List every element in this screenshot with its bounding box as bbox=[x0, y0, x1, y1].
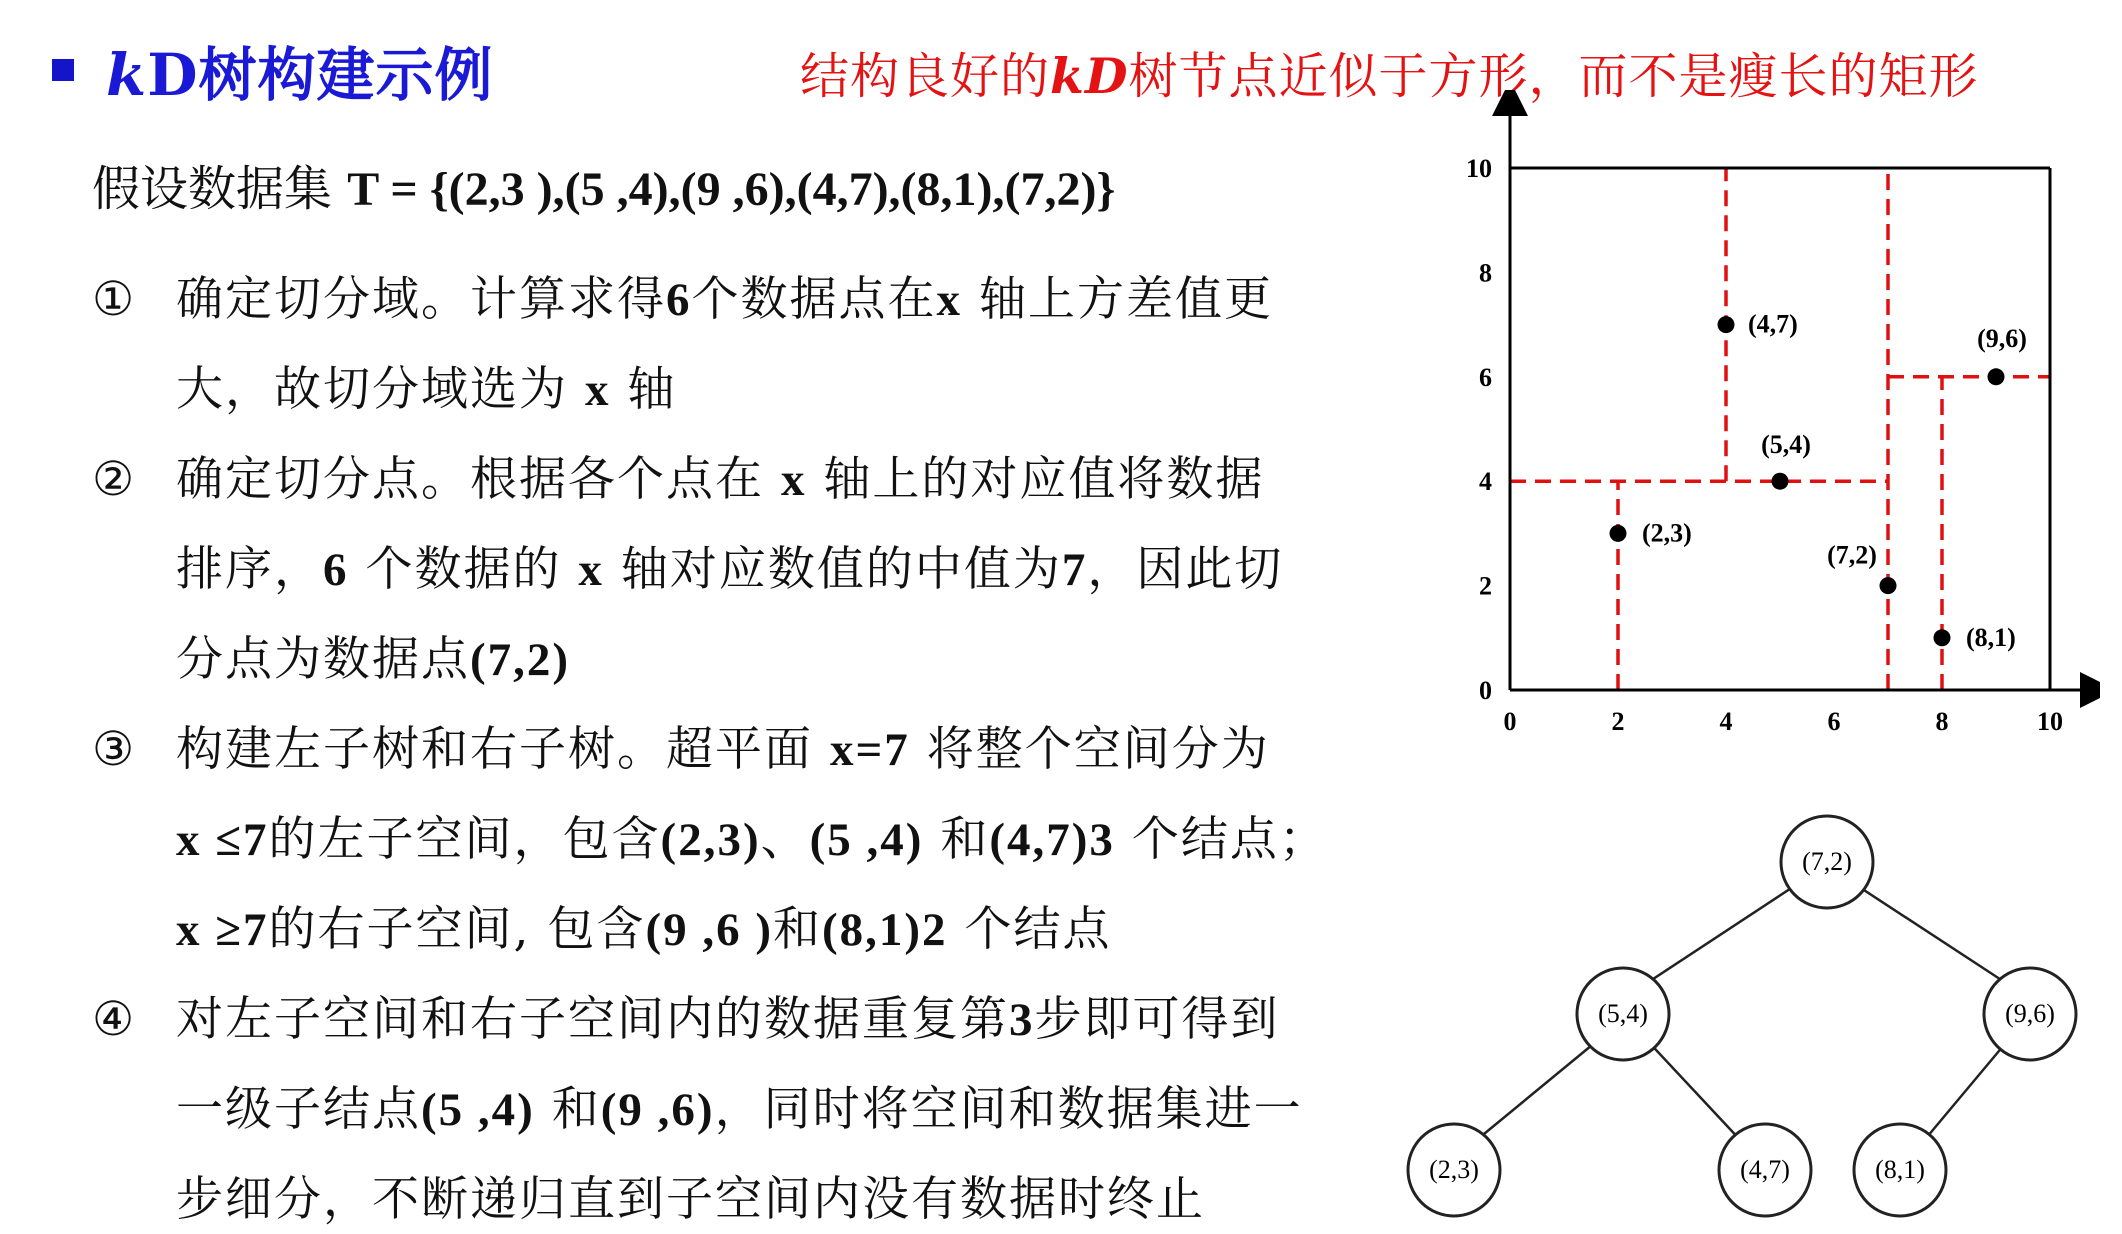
dataset-line: 假设数据集 T = {(2,3 ),(5 ,4),(9 ,6),(4,7),(8,1),(7,2)} bbox=[92, 161, 1116, 217]
step-1-line-1: ① 确定切分域。计算求得6个数据点在x 轴上方差值更 bbox=[92, 272, 1273, 327]
point-label: (2,3) bbox=[1642, 518, 1692, 548]
title-bullet-icon bbox=[52, 59, 74, 81]
y-tick-label: 2 bbox=[1479, 571, 1492, 601]
kd-partition-plot bbox=[1440, 90, 2100, 800]
tree-edge bbox=[1844, 877, 2009, 985]
tree-node-left-right bbox=[1719, 1124, 1811, 1216]
step-3-line-2: x ≤7的左子空间，包含(2,3)、(5 ,4) 和(4,7)3 个结点； bbox=[176, 812, 1328, 867]
tree-node-left bbox=[1577, 968, 1669, 1060]
title-row bbox=[52, 30, 494, 110]
point-label: (9,6) bbox=[1977, 323, 2027, 353]
kd-tree-diagram bbox=[1360, 800, 2100, 1230]
step-3-line-3: x ≥7的右子空间, 包含(9 ,6 )和(8,1)2 个结点 bbox=[176, 902, 1112, 957]
data-point bbox=[1718, 316, 1735, 333]
page-title: kD树构建示例 bbox=[106, 41, 494, 109]
step-3-line-1: ③ 构建左子树和右子树。超平面 x=7 将整个空间分为 bbox=[92, 722, 1270, 777]
point-label: (8,1) bbox=[1966, 622, 2016, 652]
point-label: (5,4) bbox=[1761, 430, 1811, 460]
x-tick-label: 6 bbox=[1827, 707, 1841, 736]
step-4-line-2: 一级子结点(5 ,4) 和(9 ,6)，同时将空间和数据集进一 bbox=[176, 1082, 1303, 1137]
step-4-line-3: 步细分，不断递归直到子空间内没有数据时终止 bbox=[176, 1172, 1205, 1227]
data-point bbox=[1880, 577, 1897, 594]
svg-text:(9,6): (9,6) bbox=[2005, 999, 2055, 1028]
step-2-line-1: ② 确定切分点。根据各个点在 x 轴上的对应值将数据 bbox=[92, 452, 1265, 507]
svg-text:(4,7): (4,7) bbox=[1740, 1155, 1790, 1184]
point-label: (7,2) bbox=[1827, 540, 1877, 570]
x-tick-label: 4 bbox=[1719, 707, 1733, 736]
x-tick-label: 2 bbox=[1611, 707, 1625, 736]
data-point bbox=[1934, 629, 1951, 646]
x-tick-label: 8 bbox=[1935, 707, 1949, 736]
step-4-line-1: ④ 对左子空间和右子空间内的数据重复第3步即可得到 bbox=[92, 992, 1280, 1047]
tree-edge bbox=[1644, 877, 1808, 985]
y-tick-label: 8 bbox=[1479, 258, 1492, 288]
tagline: 结构良好的kD树节点近似于方形，而不是瘦长的矩形 bbox=[800, 47, 1979, 105]
tree-edge bbox=[1473, 1036, 1603, 1143]
y-tick-label: 10 bbox=[1466, 154, 1492, 183]
svg-text:(5,4): (5,4) bbox=[1598, 999, 1648, 1028]
step-1-line-2: 大，故切分域选为 x 轴 bbox=[176, 362, 677, 417]
svg-text:(7,2): (7,2) bbox=[1802, 847, 1852, 876]
step-2-line-3: 分点为数据点(7,2) bbox=[176, 632, 571, 687]
data-point bbox=[1610, 525, 1627, 542]
x-tick-label: 0 bbox=[1503, 707, 1517, 736]
split-lines bbox=[1510, 168, 2050, 690]
plot-frame bbox=[1510, 98, 2098, 690]
tree-edge bbox=[1922, 1039, 2009, 1143]
data-point bbox=[1988, 368, 2005, 385]
point-label: (4,7) bbox=[1748, 309, 1798, 339]
svg-text:(8,1): (8,1) bbox=[1875, 1155, 1925, 1184]
y-tick-label: 6 bbox=[1479, 362, 1492, 392]
svg-text:(2,3): (2,3) bbox=[1429, 1155, 1479, 1184]
data-point bbox=[1772, 473, 1789, 490]
y-tick-label: 4 bbox=[1479, 467, 1492, 497]
tree-node-left-left bbox=[1408, 1124, 1500, 1216]
tree-node-right bbox=[1984, 968, 2076, 1060]
tree-node-root bbox=[1781, 816, 1873, 908]
tree-edge bbox=[1643, 1036, 1743, 1143]
x-tick-label: 10 bbox=[2037, 707, 2063, 736]
step-2-line-2: 排序，6 个数据的 x 轴对应数值的中值为7，因此切 bbox=[176, 542, 1284, 597]
tree-node-right-left bbox=[1854, 1124, 1946, 1216]
y-tick-label: 0 bbox=[1479, 676, 1492, 705]
